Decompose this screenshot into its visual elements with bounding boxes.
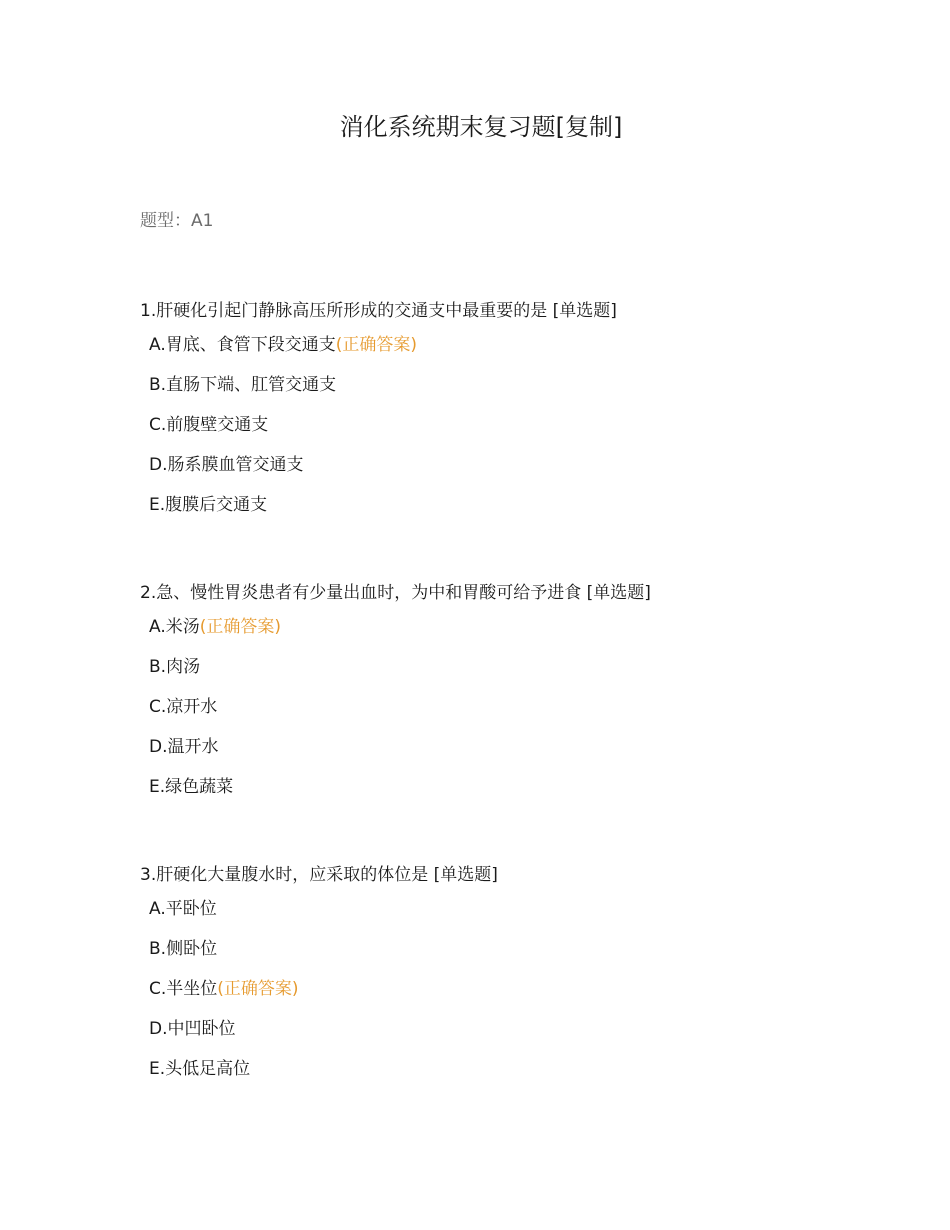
- option-text: A.平卧位: [149, 899, 217, 919]
- question-type-label: 题型：A1: [140, 211, 214, 231]
- option-text: C.半坐位: [149, 979, 218, 999]
- option-c: [149, 977, 920, 1017]
- option-text: A.米汤: [149, 617, 200, 637]
- option-text: D.中凹卧位: [149, 1019, 236, 1039]
- option-list: [149, 897, 920, 1097]
- option-c: [149, 695, 920, 735]
- option-d: [149, 735, 920, 775]
- question-stem-text: 3.肝硬化大量腹水时，应采取的体位是: [140, 865, 429, 885]
- option-text: A.胃底、食管下段交通支: [149, 335, 336, 355]
- option-text: D.温开水: [149, 737, 219, 757]
- option-text: B.侧卧位: [149, 939, 218, 959]
- option-e: [149, 493, 920, 533]
- correct-answer-mark: (正确答案): [335, 335, 417, 355]
- question-type-tag: [单选题]: [433, 865, 498, 885]
- question-stem-text: 1.肝硬化引起门静脉高压所形成的交通支中最重要的是: [140, 301, 548, 321]
- option-text: C.前腹壁交通支: [149, 415, 269, 435]
- question-stem: [140, 299, 920, 323]
- option-text: B.肉汤: [149, 657, 201, 677]
- question-type-tag: [单选题]: [552, 301, 617, 321]
- option-text: C.凉开水: [149, 697, 218, 717]
- question-type-tag: [单选题]: [586, 583, 651, 603]
- option-e: [149, 1057, 920, 1097]
- option-d: [149, 1017, 920, 1057]
- question-stem: [140, 581, 920, 605]
- correct-answer-mark: (正确答案): [199, 617, 281, 637]
- option-c: [149, 413, 920, 453]
- option-d: [149, 453, 920, 493]
- question-stem: [140, 863, 920, 887]
- option-a: [149, 333, 920, 373]
- option-text: E.绿色蔬菜: [149, 777, 234, 797]
- option-text: E.头低足高位: [149, 1059, 251, 1079]
- option-a: [149, 615, 920, 655]
- question-2: [140, 581, 920, 815]
- question-3: [140, 863, 920, 1097]
- option-a: [149, 897, 920, 937]
- option-b: [149, 373, 920, 413]
- question-1: [140, 299, 920, 533]
- option-list: [149, 615, 920, 815]
- question-stem-text: 2.急、慢性胃炎患者有少量出血时，为中和胃酸可给予进食: [140, 583, 582, 603]
- option-b: [149, 655, 920, 695]
- option-e: [149, 775, 920, 815]
- option-text: D.肠系膜血管交通支: [149, 455, 304, 475]
- document-title: 消化系统期末复习题[复制]: [339, 113, 623, 141]
- option-text: B.直肠下端、肛管交通支: [149, 375, 337, 395]
- correct-answer-mark: (正确答案): [217, 979, 299, 999]
- option-text: E.腹膜后交通支: [149, 495, 268, 515]
- option-b: [149, 937, 920, 977]
- option-list: [149, 333, 920, 533]
